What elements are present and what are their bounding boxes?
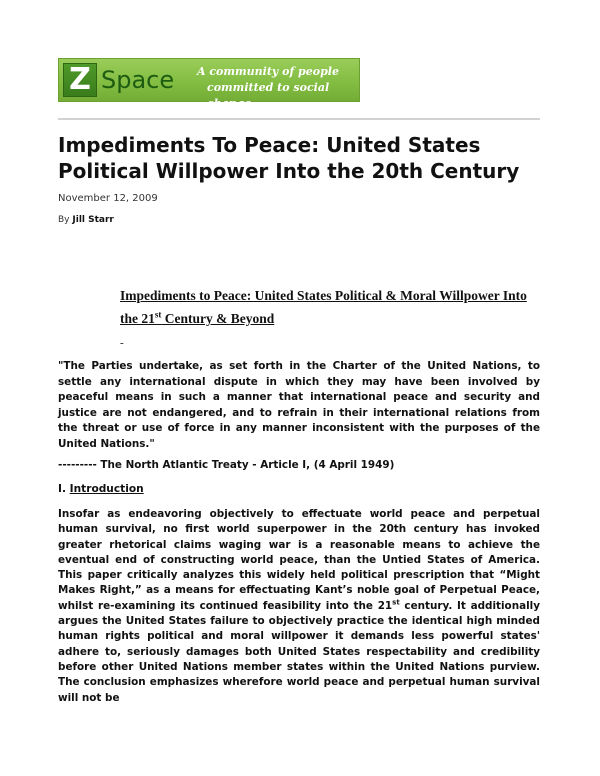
- z-logo-icon: Z: [63, 63, 97, 97]
- treaty-quote: "The Parties undertake, as set forth in the Charter of the United Nations, to settle any international dispute in which they may have been involved by peaceful means in such a manner that international peace and security and justice are not endangered, and to refrain in their international relations from the threat or use of force in any manner inconsistent with the purposes of the United Nations.": [58, 360, 540, 450]
- intro-sup: st: [392, 598, 400, 607]
- article-title: Impediments To Peace: United States Political Willpower Into the 20th Century: [58, 133, 520, 183]
- document-heading-part1: Impediments to Peace: United States Political & Moral Willpower Into the 21: [120, 288, 527, 326]
- byline-prefix: By: [58, 215, 70, 225]
- article-byline: [58, 215, 114, 225]
- logo-wordmark: Space: [101, 66, 175, 94]
- header-divider: [58, 118, 540, 120]
- treaty-citation: --------- The North Atlantic Treaty - Article I, (4 April 1949): [58, 459, 395, 471]
- section-number: I.: [58, 483, 66, 495]
- logo-tagline: [197, 64, 357, 112]
- introduction-paragraph: [58, 507, 540, 706]
- article-date: November 12, 2009: [58, 193, 158, 204]
- zspace-logo[interactable]: [58, 58, 360, 110]
- document-heading-part2: Century & Beyond: [161, 311, 275, 326]
- logo-tagline-line1: A community of people: [197, 65, 339, 78]
- heading-dash: -: [120, 337, 124, 349]
- document-heading-sup: st: [154, 309, 162, 320]
- author-name[interactable]: Jill Starr: [72, 215, 114, 225]
- section-title: Introduction: [69, 483, 144, 495]
- intro-part2: century. It additionally argues the United States failure to objectively practice the identical high minded human rights political and moral willpower it demands less powerful states' adhere to, seriously damages both United States respectability and credibility before other United Nations member states within the United Nations purview. The conclusion emphasizes wherefore world peace and perpetual human survival will not be: [58, 599, 540, 704]
- section-heading: [58, 483, 144, 495]
- logo-tagline-line2: committed to social change: [207, 81, 330, 110]
- intro-part1: Insofar as endeavoring objectively to effectuate world peace and perpetual human survival, no first world superpower in the 20th century has invoked greater rhetorical claims waging war is a reasonable means to achieve the eventual end of constructing world peace, than the Untied States of America. This paper critically analyzes this widely held political prescription that “Might Makes Right,” as a means for effectuating Kant’s noble goal of Perpetual Peace, whilst re-examining its continued feasibility into the 21: [58, 508, 540, 612]
- document-heading: [120, 284, 540, 330]
